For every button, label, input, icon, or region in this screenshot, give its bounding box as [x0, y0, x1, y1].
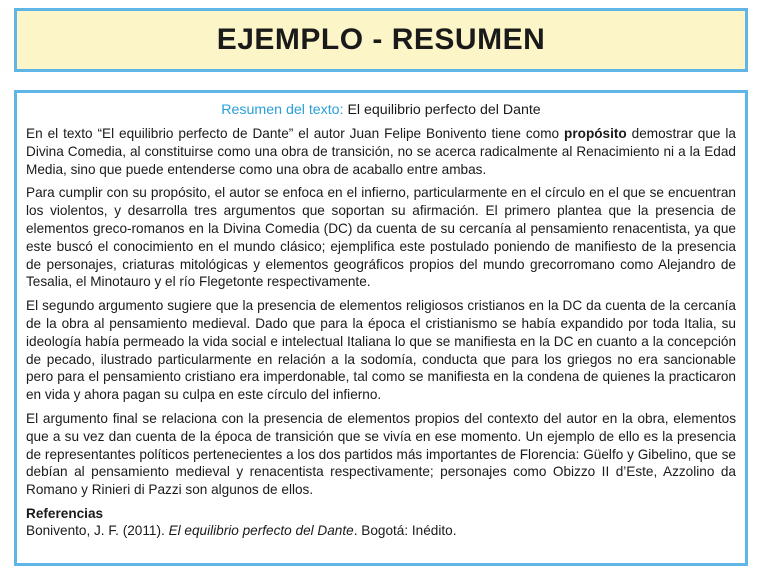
reference-title: El equilibrio perfecto del Dante — [168, 522, 354, 538]
reference-author: Bonivento, J. F. (2011). — [26, 522, 169, 538]
page-title: EJEMPLO - RESUMEN — [216, 23, 546, 56]
summary-panel — [14, 90, 748, 566]
paragraph-1-start: En el texto “El equilibrio perfecto de Dante” el autor Juan Felipe Bonivento tiene como — [26, 126, 565, 141]
reference-publisher: . Bogotá: Inédito. — [353, 522, 457, 538]
subtitle-label: Resumen del texto: — [221, 102, 344, 118]
reference-entry — [26, 522, 736, 539]
paragraph-1 — [26, 125, 736, 178]
paragraph-3: El segundo argumento sugiere que la presencia de elementos religiosos cristianos en la DC da cuenta de la cercanía de la obra al pensamiento medieval. Dado que para la época el cristianismo se había expandido por toda Italia, su ideología había permeado la vida social e intelectual Italiana lo que se manifiesta en la DC en cuanto a la concepción de pecado, ilustrado particularmente en relación a la sodomía, conducta que para los griegos no era sancionable pero para el pensamiento cristiano era imperdonable, tal como se manifiesta en la condena de quienes la practicaron en vida y ahora pagan su culpa en este círculo del infierno. — [26, 298, 736, 403]
title-banner — [14, 8, 748, 72]
references-heading: Referencias — [26, 505, 104, 521]
keyword-proposito: propósito — [564, 126, 627, 141]
subtitle-text: El equilibrio perfecto del Dante — [343, 102, 541, 118]
paragraph-4: El argumento final se relaciona con la presencia de elementos propios del contexto del autor en la obra, elementos que a su vez dan cuenta de la época de transición que se vivía en ese momento. Un ejemplo de ello es la presencia de representantes políticos pertenecientes a los dos partidos más importantes de Florencia: Güelfo y Gibelino, que se debían al pensamiento medieval y renacentista respectivamente; personajes como Obizzo II d’Este, Azzolino da Romano y Rinieri di Pazzi son algunos de ellos. — [26, 410, 736, 498]
summary-subtitle — [26, 101, 736, 119]
paragraph-2: Para cumplir con su propósito, el autor se enfoca en el infierno, particularmente en el círculo en el que se encuentran los violentos, y desarrolla tres argumentos que soportan su afirmación. El primero plantea que la presencia de elementos greco-romanos en la Divina Comedia (DC) da cuenta de su cercanía al pensamiento renacentista, ya que este buscó el conocimiento en el mundo clásico; ejemplifica este postulado poniendo de manifiesto de la presencia de personajes, criaturas mitológicas y elementos geográficos propios del mundo grecorromano como Alejandro de Tesalia, el Minotauro y el río Flegetonte respectivamente. — [26, 185, 736, 290]
paragraph-1-end: demostrar que la Divina Comedia, al constituirse como una obra de transición, no se acerca radicalmente al Renacimiento ni a la Edad Media, sino que puede entenderse como una obra de acaballo entre ambas. — [26, 126, 736, 177]
